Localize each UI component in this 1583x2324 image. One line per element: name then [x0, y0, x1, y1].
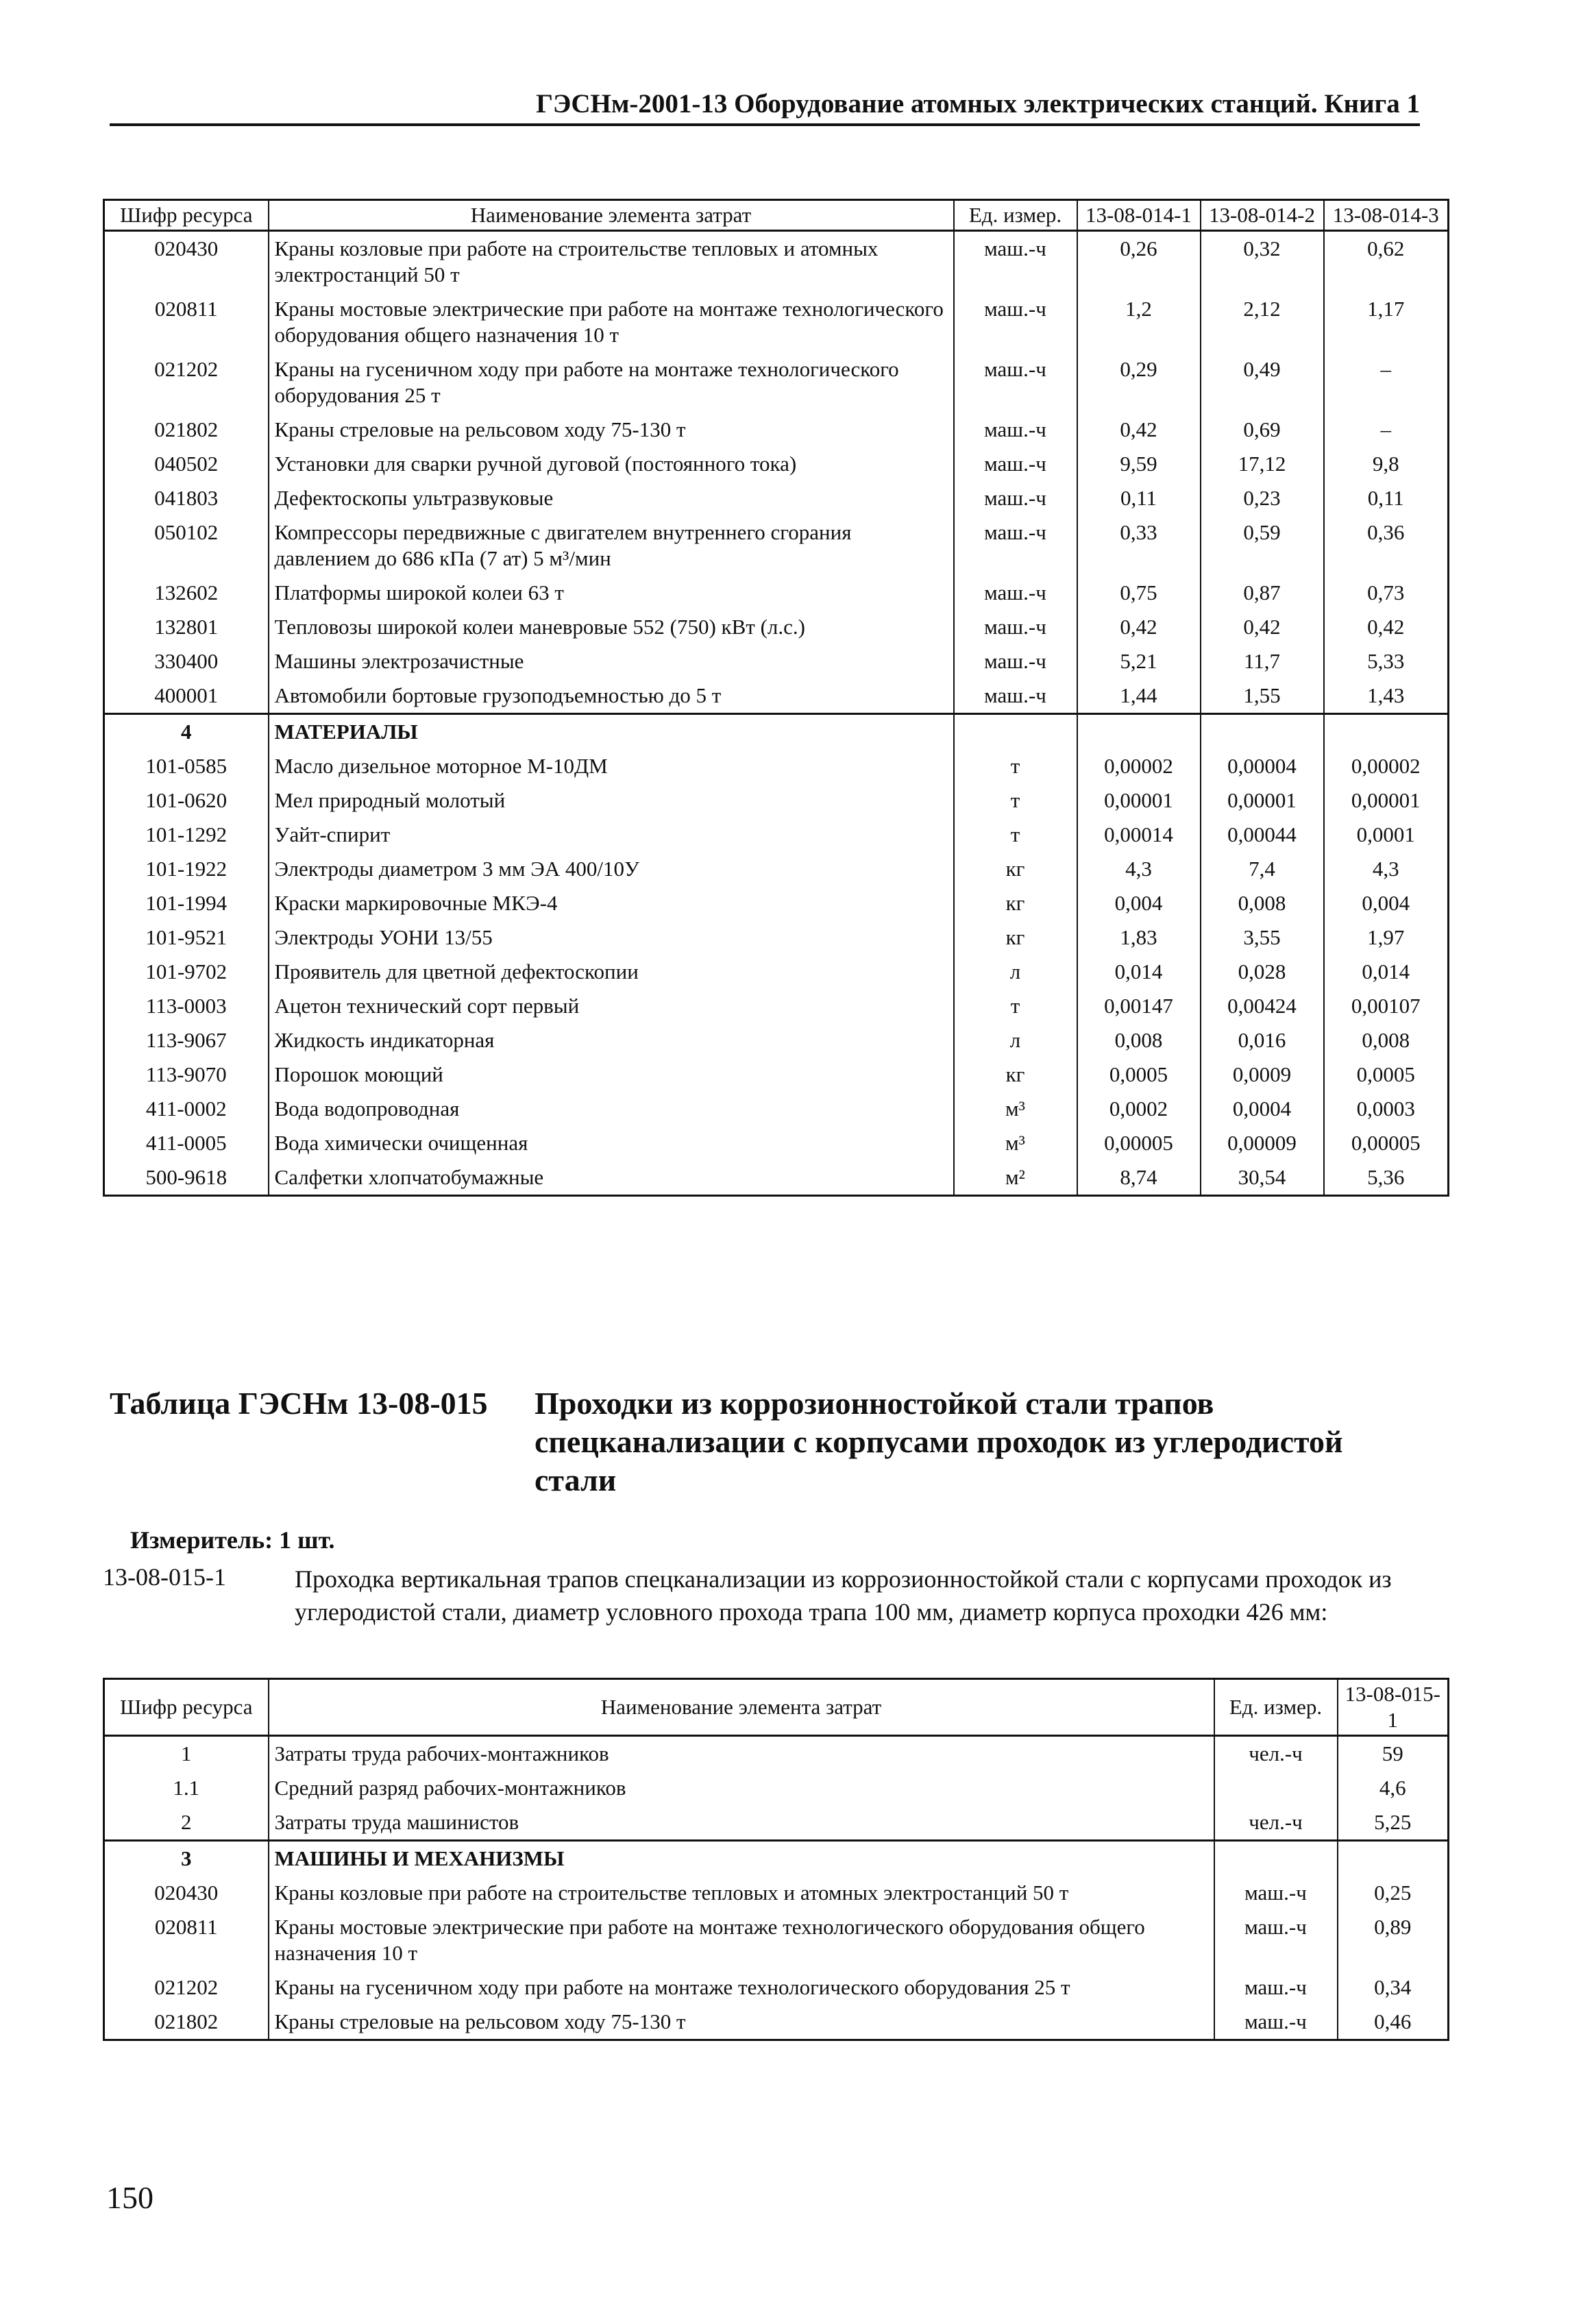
table-row	[104, 447, 1449, 481]
header-name: Наименование элемента затрат	[269, 1679, 1214, 1736]
unit-of-measure: маш.-ч	[1214, 1970, 1338, 2005]
table-row	[104, 576, 1449, 610]
resource-table-014	[103, 199, 1449, 1197]
resource-code: 020811	[104, 292, 269, 352]
norm-value: 0,00005	[1077, 1126, 1201, 1160]
unit-of-measure: чел.-ч	[1214, 1736, 1338, 1772]
table-row	[104, 1970, 1449, 2005]
table-row	[104, 292, 1449, 352]
resource-code: 132602	[104, 576, 269, 610]
norm-value: 5,21	[1077, 644, 1201, 678]
table-row	[104, 515, 1449, 576]
norm-value: 17,12	[1201, 447, 1324, 481]
table-row	[104, 1876, 1449, 1910]
unit-of-measure: м³	[954, 1126, 1077, 1160]
norm-value: 0,23	[1201, 481, 1324, 515]
table-row	[104, 955, 1449, 989]
norm-value: 1,2	[1077, 292, 1201, 352]
resource-code: 050102	[104, 515, 269, 576]
resource-name: Затраты труда машинистов	[269, 1805, 1214, 1841]
norm-value: 5,25	[1338, 1805, 1449, 1841]
norm-value: –	[1324, 352, 1449, 413]
norm-value: –	[1324, 413, 1449, 447]
norm-value: 0,42	[1077, 610, 1201, 644]
norm-value: 4,3	[1324, 852, 1449, 886]
unit-of-measure: маш.-ч	[954, 352, 1077, 413]
table-row	[104, 610, 1449, 644]
resource-code: 021202	[104, 1970, 269, 2005]
norm-value: 0,00001	[1201, 783, 1324, 818]
unit-of-measure: л	[954, 1023, 1077, 1057]
table-row	[104, 481, 1449, 515]
norm-value: 0,00002	[1324, 749, 1449, 783]
norm-value: 0,32	[1201, 231, 1324, 293]
norm-value: 0,69	[1201, 413, 1324, 447]
norm-value: 0,004	[1324, 886, 1449, 920]
resource-code: 113-9067	[104, 1023, 269, 1057]
norm-value: 0,014	[1077, 955, 1201, 989]
resource-code: 1.1	[104, 1771, 269, 1805]
header-col-3: 13-08-014-3	[1324, 200, 1449, 231]
resource-name: Средний разряд рабочих-монтажников	[269, 1771, 1214, 1805]
norm-value: 0,0004	[1201, 1092, 1324, 1126]
norm-value: 0,00001	[1077, 783, 1201, 818]
header-col-1: 13-08-014-1	[1077, 200, 1201, 231]
resource-code: 041803	[104, 481, 269, 515]
norm-value: 30,54	[1201, 1160, 1324, 1196]
norm-value: 0,00014	[1077, 818, 1201, 852]
unit-of-measure: м²	[954, 1160, 1077, 1196]
norm-value: 0,008	[1324, 1023, 1449, 1057]
norm-value: 1,83	[1077, 920, 1201, 955]
norm-value: 0,49	[1201, 352, 1324, 413]
resource-code: 021202	[104, 352, 269, 413]
norm-value: 0,26	[1077, 231, 1201, 293]
header-code: Шифр ресурса	[104, 200, 269, 231]
resource-name: МАШИНЫ И МЕХАНИЗМЫ	[269, 1841, 1214, 1876]
norm-value: 5,36	[1324, 1160, 1449, 1196]
resource-code: 020811	[104, 1910, 269, 1970]
norm-value: 1,43	[1324, 678, 1449, 714]
resource-table-015	[103, 1678, 1449, 2041]
norm-value: 0,0002	[1077, 1092, 1201, 1126]
norm-value: 9,59	[1077, 447, 1201, 481]
resource-code: 113-0003	[104, 989, 269, 1023]
resource-name: Электроды диаметром 3 мм ЭА 400/10У	[269, 852, 954, 886]
table-row	[104, 1771, 1449, 1805]
resource-code: 040502	[104, 447, 269, 481]
unit-of-measure: л	[954, 955, 1077, 989]
table-row	[104, 1910, 1449, 1970]
norm-value: 2,12	[1201, 292, 1324, 352]
resource-code: 3	[104, 1841, 269, 1876]
norm-value: 0,0001	[1324, 818, 1449, 852]
norm-value: 0,89	[1338, 1910, 1449, 1970]
unit-of-measure	[1214, 1841, 1338, 1876]
norm-value: 4,3	[1077, 852, 1201, 886]
resource-name: Платформы широкой колеи 63 т	[269, 576, 954, 610]
resource-name: Ацетон технический сорт первый	[269, 989, 954, 1023]
resource-name: Краны на гусеничном ходу при работе на монтаже технологического оборудования 25 т	[269, 1970, 1214, 2005]
resource-name: Порошок моющий	[269, 1057, 954, 1092]
unit-of-measure: маш.-ч	[954, 610, 1077, 644]
table-row	[104, 920, 1449, 955]
table-row	[104, 1023, 1449, 1057]
unit-of-measure: т	[954, 783, 1077, 818]
section-row	[104, 1841, 1449, 1876]
table-row	[104, 1126, 1449, 1160]
norm-value: 0,0003	[1324, 1092, 1449, 1126]
header-unit: Ед. измер.	[1214, 1679, 1338, 1736]
unit-of-measure: маш.-ч	[954, 413, 1077, 447]
norm-value	[1077, 714, 1201, 750]
norm-value: 0,016	[1201, 1023, 1324, 1057]
norm-value: 59	[1338, 1736, 1449, 1772]
resource-name: Краны козловые при работе на строительстве тепловых и атомных электростанций 50 т	[269, 231, 954, 293]
resource-code: 101-9521	[104, 920, 269, 955]
item-description: Проходка вертикальная трапов спецканализации из коррозионностойкой стали с корпусами проходок из углеродистой стали, диаметр условного прохода трапа 100 мм, диаметр корпуса проходки 426 мм:	[295, 1565, 1392, 1626]
table-row	[104, 1805, 1449, 1841]
table-row	[104, 413, 1449, 447]
resource-name: Салфетки хлопчатобумажные	[269, 1160, 954, 1196]
norm-value: 0,00044	[1201, 818, 1324, 852]
resource-code: 101-1994	[104, 886, 269, 920]
resource-code: 400001	[104, 678, 269, 714]
norm-value: 0,34	[1338, 1970, 1449, 2005]
norm-value: 0,62	[1324, 231, 1449, 293]
unit-of-measure: маш.-ч	[1214, 1910, 1338, 1970]
resource-name: Краны на гусеничном ходу при работе на монтаже технологического оборудования 25 т	[269, 352, 954, 413]
resource-code: 021802	[104, 2005, 269, 2040]
norm-value: 0,25	[1338, 1876, 1449, 1910]
section-row	[104, 714, 1449, 750]
resource-name: МАТЕРИАЛЫ	[269, 714, 954, 750]
resource-code: 411-0005	[104, 1126, 269, 1160]
unit-of-measure: кг	[954, 1057, 1077, 1092]
norm-value: 0,11	[1077, 481, 1201, 515]
resource-code: 132801	[104, 610, 269, 644]
unit-of-measure: т	[954, 749, 1077, 783]
norm-value: 0,028	[1201, 955, 1324, 989]
resource-name: Мел природный молотый	[269, 783, 954, 818]
header-unit: Ед. измер.	[954, 200, 1077, 231]
page-header: ГЭСНм-2001-13 Оборудование атомных электрических станций. Книга 1	[110, 88, 1420, 126]
resource-code: 020430	[104, 1876, 269, 1910]
table-caption-title: Проходки из коррозионностойкой стали трапов спецканализации с корпусами проходок из углеродистой стали	[535, 1386, 1343, 1497]
resource-code: 113-9070	[104, 1057, 269, 1092]
norm-value: 11,7	[1201, 644, 1324, 678]
norm-value: 8,74	[1077, 1160, 1201, 1196]
unit-of-measure: маш.-ч	[1214, 2005, 1338, 2040]
norm-value: 0,42	[1324, 610, 1449, 644]
unit-of-measure: маш.-ч	[954, 447, 1077, 481]
resource-code: 2	[104, 1805, 269, 1841]
resource-code: 101-1922	[104, 852, 269, 886]
resource-name: Компрессоры передвижные с двигателем внутреннего сгорания давлением до 686 кПа (7 ат) 5 м³/мин	[269, 515, 954, 576]
norm-value: 0,29	[1077, 352, 1201, 413]
resource-code: 101-0585	[104, 749, 269, 783]
unit-of-measure: маш.-ч	[954, 644, 1077, 678]
norm-value: 0,73	[1324, 576, 1449, 610]
norm-value: 0,014	[1324, 955, 1449, 989]
unit-of-measure: маш.-ч	[954, 481, 1077, 515]
resource-code: 020430	[104, 231, 269, 293]
resource-code: 411-0002	[104, 1092, 269, 1126]
norm-value: 0,004	[1077, 886, 1201, 920]
resource-code: 101-9702	[104, 955, 269, 989]
unit-of-measure: чел.-ч	[1214, 1805, 1338, 1841]
resource-name: Жидкость индикаторная	[269, 1023, 954, 1057]
table-caption-label: Таблица ГЭСНм 13-08-015	[110, 1386, 488, 1421]
norm-value: 4,6	[1338, 1771, 1449, 1805]
header-code: Шифр ресурса	[104, 1679, 269, 1736]
norm-value: 5,33	[1324, 644, 1449, 678]
norm-value: 0,36	[1324, 515, 1449, 576]
resource-code: 4	[104, 714, 269, 750]
norm-value: 0,00001	[1324, 783, 1449, 818]
norm-value: 0,75	[1077, 576, 1201, 610]
resource-name: Краны стреловые на рельсовом ходу 75-130 т	[269, 2005, 1214, 2040]
norm-value: 0,008	[1201, 886, 1324, 920]
resource-code: 021802	[104, 413, 269, 447]
unit-of-measure: кг	[954, 886, 1077, 920]
norm-value: 0,33	[1077, 515, 1201, 576]
norm-value: 7,4	[1201, 852, 1324, 886]
norm-value: 0,00107	[1324, 989, 1449, 1023]
resource-name: Масло дизельное моторное М-10ДМ	[269, 749, 954, 783]
unit-of-measure: маш.-ч	[954, 576, 1077, 610]
unit-of-measure: кг	[954, 920, 1077, 955]
norm-value: 0,46	[1338, 2005, 1449, 2040]
resource-code: 500-9618	[104, 1160, 269, 1196]
resource-name: Краны стреловые на рельсовом ходу 75-130 т	[269, 413, 954, 447]
table-row	[104, 886, 1449, 920]
table-row	[104, 989, 1449, 1023]
table-row	[104, 1057, 1449, 1092]
table-row	[104, 1092, 1449, 1126]
norm-value: 0,00004	[1201, 749, 1324, 783]
table-body	[104, 231, 1449, 1196]
resource-code: 101-0620	[104, 783, 269, 818]
table-row	[104, 1736, 1449, 1772]
table-row	[104, 818, 1449, 852]
resource-code: 1	[104, 1736, 269, 1772]
resource-name: Затраты труда рабочих-монтажников	[269, 1736, 1214, 1772]
unit-of-measure: кг	[954, 852, 1077, 886]
resource-name: Дефектоскопы ультразвуковые	[269, 481, 954, 515]
page-number: 150	[106, 2180, 154, 2215]
unit-of-measure: м³	[954, 1092, 1077, 1126]
norm-value: 0,42	[1077, 413, 1201, 447]
resource-name: Вода химически очищенная	[269, 1126, 954, 1160]
header-name: Наименование элемента затрат	[269, 200, 954, 231]
table-row	[104, 231, 1449, 293]
norm-value	[1324, 714, 1449, 750]
norm-value: 1,44	[1077, 678, 1201, 714]
resource-name: Автомобили бортовые грузоподъемностью до 5 т	[269, 678, 954, 714]
measure-unit: Измеритель: 1 шт.	[130, 1526, 335, 1554]
resource-name: Краны мостовые электрические при работе на монтаже технологического оборудования общего назначения 10 т	[269, 292, 954, 352]
header-col-2: 13-08-014-2	[1201, 200, 1324, 231]
table-row	[104, 783, 1449, 818]
resource-name: Краны козловые при работе на строительстве тепловых и атомных электростанций 50 т	[269, 1876, 1214, 1910]
norm-value: 0,87	[1201, 576, 1324, 610]
resource-name: Уайт-спирит	[269, 818, 954, 852]
norm-value	[1201, 714, 1324, 750]
unit-of-measure	[954, 714, 1077, 750]
table-row	[104, 352, 1449, 413]
unit-of-measure: маш.-ч	[954, 292, 1077, 352]
resource-name: Проявитель для цветной дефектоскопии	[269, 955, 954, 989]
header-col-1: 13-08-015-1	[1338, 1679, 1449, 1736]
resource-name: Электроды УОНИ 13/55	[269, 920, 954, 955]
norm-value: 0,0005	[1077, 1057, 1201, 1092]
table-row	[104, 678, 1449, 714]
norm-value: 1,97	[1324, 920, 1449, 955]
table-row	[104, 1160, 1449, 1196]
unit-of-measure: маш.-ч	[1214, 1876, 1338, 1910]
table-row	[104, 644, 1449, 678]
norm-value	[1338, 1841, 1449, 1876]
norm-value: 0,11	[1324, 481, 1449, 515]
resource-name: Машины электрозачистные	[269, 644, 954, 678]
item-code: 13-08-015-1	[103, 1563, 226, 1591]
resource-code: 330400	[104, 644, 269, 678]
unit-of-measure: т	[954, 989, 1077, 1023]
norm-value: 0,00002	[1077, 749, 1201, 783]
unit-of-measure: маш.-ч	[954, 515, 1077, 576]
norm-value: 0,00147	[1077, 989, 1201, 1023]
unit-of-measure: маш.-ч	[954, 231, 1077, 293]
table-body	[104, 1736, 1449, 2040]
norm-value: 0,0009	[1201, 1057, 1324, 1092]
norm-value: 0,00424	[1201, 989, 1324, 1023]
norm-value: 0,00005	[1324, 1126, 1449, 1160]
norm-value: 0,0005	[1324, 1057, 1449, 1092]
norm-value: 1,55	[1201, 678, 1324, 714]
table-row	[104, 2005, 1449, 2040]
resource-name: Тепловозы широкой колеи маневровые 552 (750) кВт (л.с.)	[269, 610, 954, 644]
unit-of-measure	[1214, 1771, 1338, 1805]
resource-name: Вода водопроводная	[269, 1092, 954, 1126]
resource-name: Установки для сварки ручной дуговой (постоянного тока)	[269, 447, 954, 481]
resource-name: Краны мостовые электрические при работе на монтаже технологического оборудования общего назначения 10 т	[269, 1910, 1214, 1970]
resource-name: Краски маркировочные МКЭ-4	[269, 886, 954, 920]
resource-code: 101-1292	[104, 818, 269, 852]
norm-value: 3,55	[1201, 920, 1324, 955]
norm-value: 0,42	[1201, 610, 1324, 644]
unit-of-measure: маш.-ч	[954, 678, 1077, 714]
table-row	[104, 852, 1449, 886]
norm-value: 1,17	[1324, 292, 1449, 352]
norm-value: 0,59	[1201, 515, 1324, 576]
norm-value: 0,008	[1077, 1023, 1201, 1057]
norm-value: 0,00009	[1201, 1126, 1324, 1160]
table-row	[104, 749, 1449, 783]
unit-of-measure: т	[954, 818, 1077, 852]
norm-value: 9,8	[1324, 447, 1449, 481]
